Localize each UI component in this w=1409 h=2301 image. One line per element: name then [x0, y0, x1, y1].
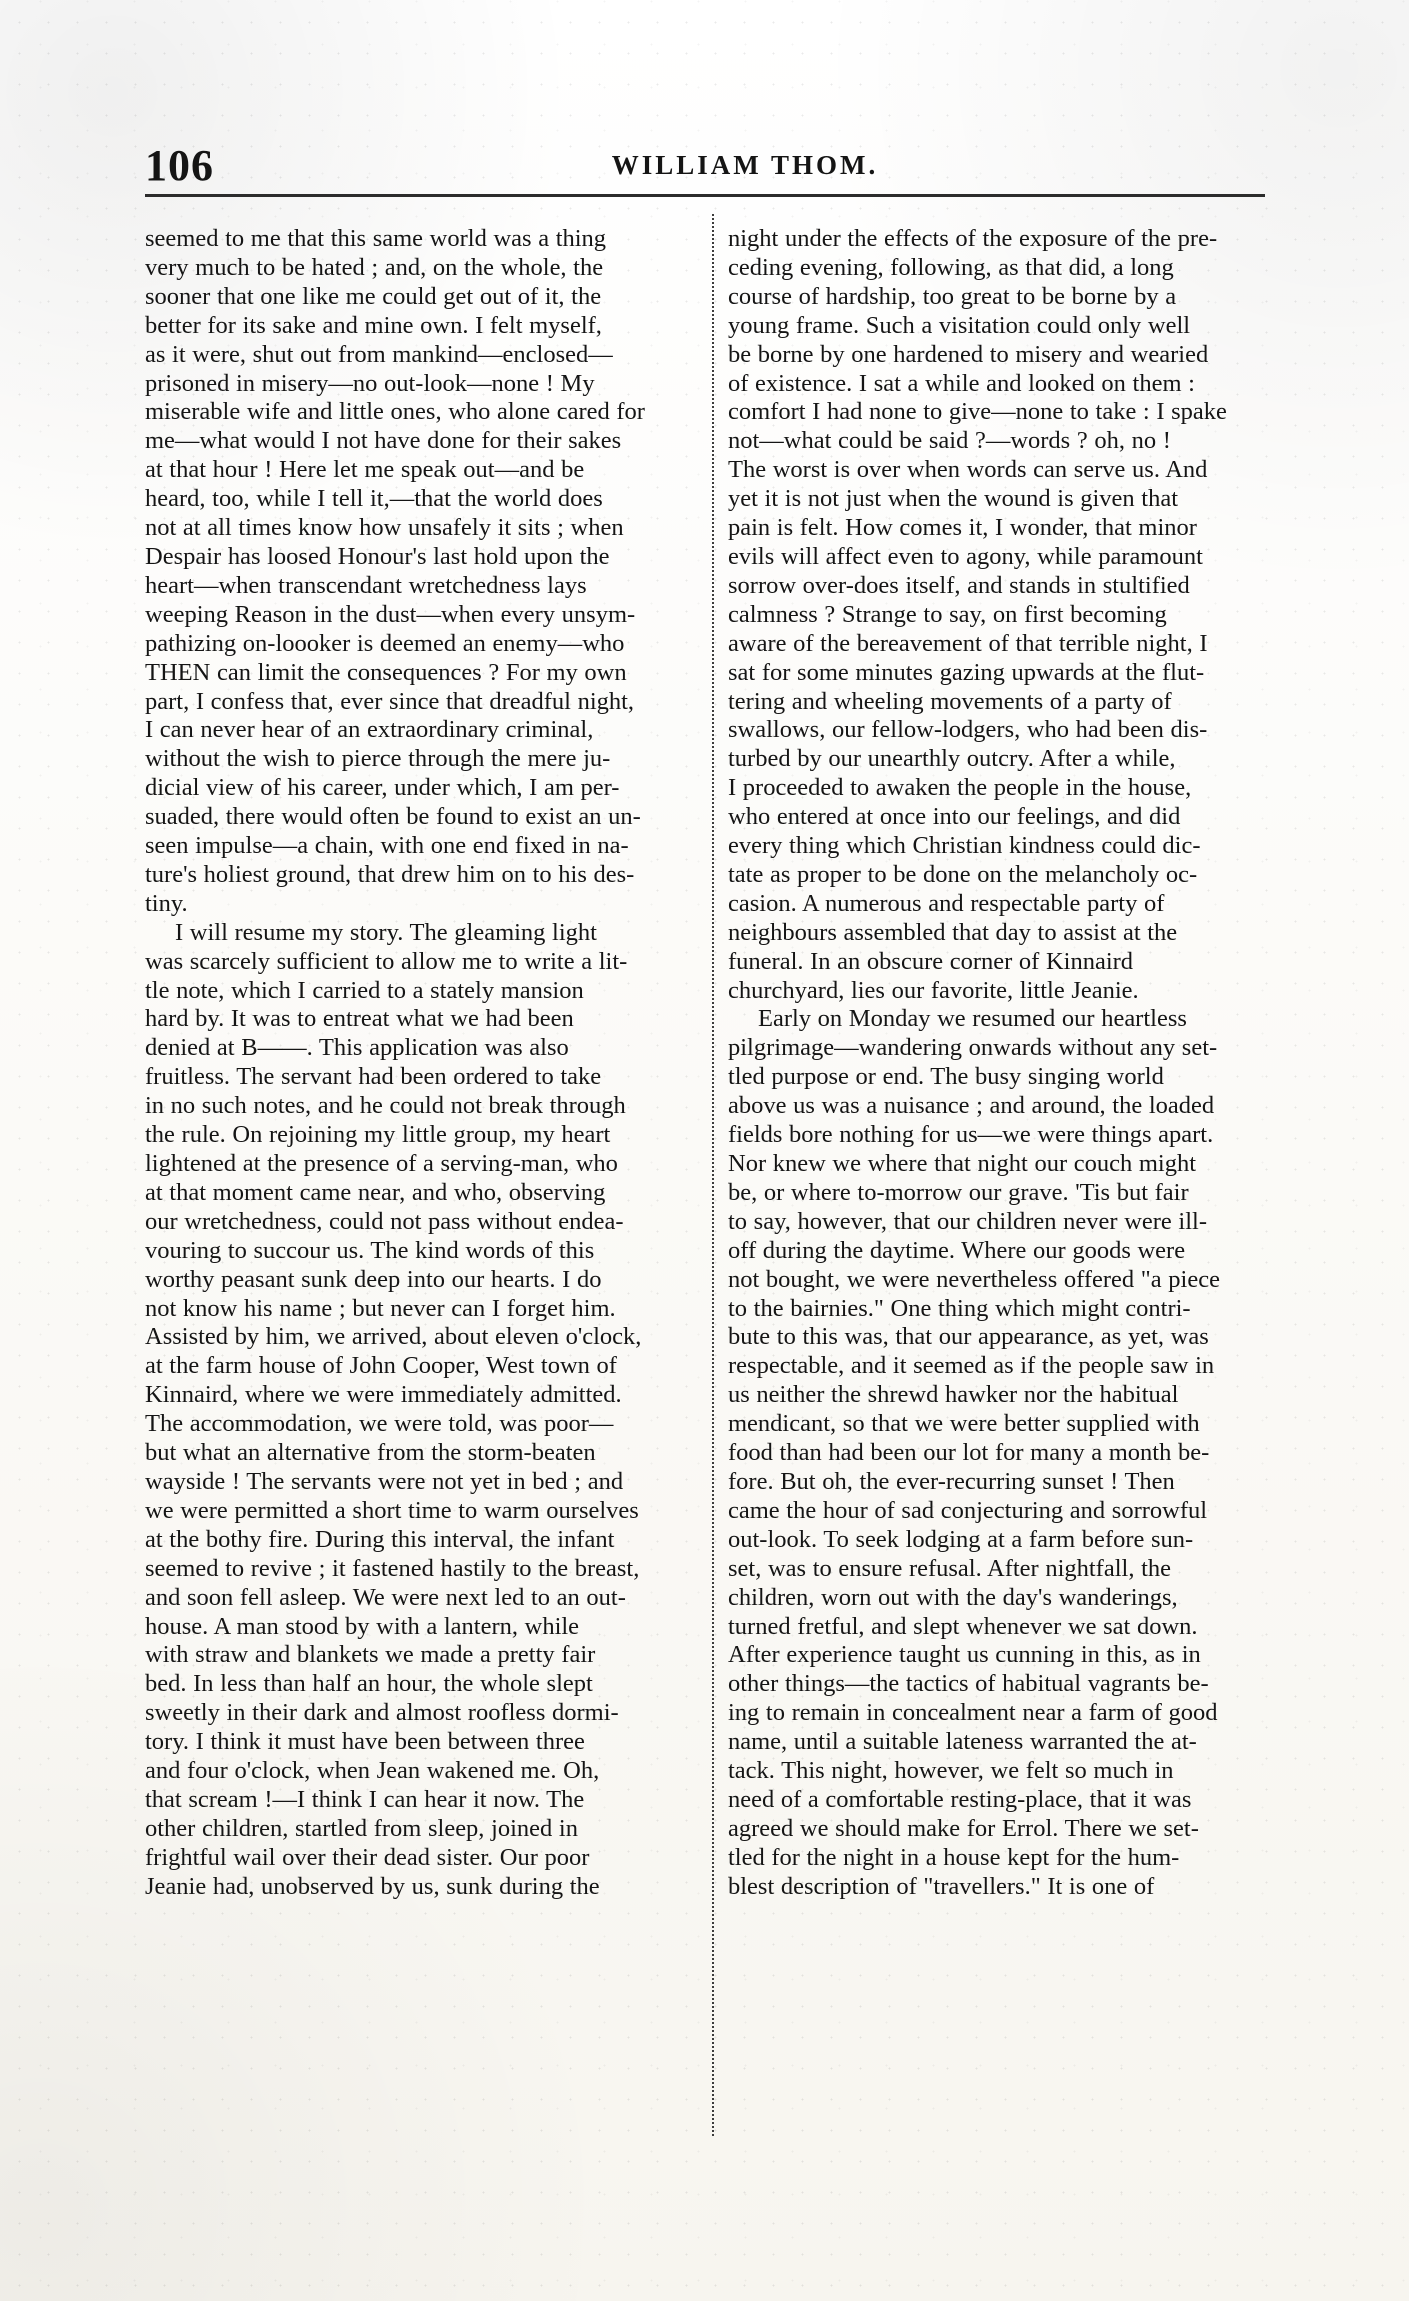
right-text-column	[728, 225, 1288, 1902]
header-rule	[145, 194, 1265, 197]
text-line: suaded, there would often be found to exist an un-	[145, 803, 641, 831]
text-line: food than had been our lot for many a month be-	[728, 1439, 1210, 1467]
text-line: swallows, our fellow-lodgers, who had been dis-	[728, 716, 1208, 744]
text-line: our wretchedness, could not pass without endea-	[145, 1207, 624, 1235]
paragraph-start-line: Early on Monday we resumed our heartless	[758, 1005, 1187, 1033]
text-line: fore. But oh, the ever-recurring sunset ! Then	[728, 1467, 1175, 1495]
text-line: other things—the tactics of habitual vagrants be-	[728, 1670, 1209, 1698]
text-line: us neither the shrewd hawker nor the habitual	[728, 1381, 1179, 1409]
text-line: lightened at the presence of a serving-man, who	[145, 1150, 618, 1177]
text-line: every thing which Christian kindness could dic-	[728, 832, 1201, 860]
text-line: sat for some minutes gazing upwards at the flut-	[728, 658, 1205, 686]
text-line: name, until a suitable lateness warranted the at-	[728, 1728, 1197, 1756]
text-line: bute to this was, that our appearance, as yet, was	[728, 1323, 1209, 1351]
text-line: sorrow over-does itself, and stands in stultified	[728, 571, 1190, 599]
text-line: tiny.	[145, 889, 188, 917]
text-line: out-look. To seek lodging at a farm before sun-	[728, 1525, 1194, 1553]
text-line: turned fretful, and slept whenever we sat down.	[728, 1612, 1198, 1640]
text-line: that scream !—I think I can hear it now. The	[145, 1785, 585, 1813]
text-line: at the bothy fire. During this interval, the infant	[145, 1525, 615, 1553]
text-line: sweetly in their dark and almost roofless dormi-	[145, 1699, 619, 1727]
text-line: wayside ! The servants were not yet in bed ; and	[145, 1467, 624, 1495]
text-line: vouring to succour us. The kind words of this	[145, 1236, 595, 1264]
text-line: seemed to revive ; it fastened hastily to the breast,	[145, 1554, 640, 1582]
text-line: casion. A numerous and respectable party of	[728, 889, 1165, 917]
left-text-column	[145, 225, 705, 1902]
text-line: I can never hear of an extraordinary criminal,	[145, 716, 594, 744]
text-line: me—what would I not have done for their sakes	[145, 427, 622, 455]
text-line: pathizing on-loooker is deemed an enemy—who	[145, 629, 625, 657]
text-line: off during the daytime. Where our goods were	[728, 1236, 1186, 1264]
column-divider	[712, 214, 714, 2136]
text-line: seen impulse—a chain, with one end fixed in na-	[145, 832, 629, 860]
text-line: prisoned in misery—no out-look—none ! My	[145, 369, 595, 397]
page-number: 106	[145, 141, 214, 190]
text-line: part, I confess that, ever since that dreadful night,	[145, 687, 635, 715]
text-line: night under the effects of the exposure of the pre-	[728, 225, 1218, 252]
text-line: heard, too, while I tell it,—that the world does	[145, 485, 603, 513]
text-line: heart—when transcendant wretchedness lays	[145, 571, 587, 599]
text-line: aware of the bereavement of that terrible night, I	[728, 629, 1208, 657]
text-line: better for its sake and mine own. I felt myself,	[145, 311, 602, 339]
text-line: evils will affect even to agony, while paramount	[728, 542, 1203, 570]
text-line: and soon fell asleep. We were next led to an out-	[145, 1583, 626, 1611]
text-line: without the wish to pierce through the mere ju-	[145, 745, 611, 773]
text-line: tle note, which I carried to a stately mansion	[145, 976, 584, 1004]
text-line: not bought, we were nevertheless offered "a piece	[728, 1265, 1220, 1293]
text-line: not at all times know how unsafely it sits ; when	[145, 514, 624, 542]
text-line: of existence. I sat a while and looked on them :	[728, 369, 1195, 397]
text-line: fields bore nothing for us—we were things apart.	[728, 1121, 1214, 1149]
text-line: Assisted by him, we arrived, about eleven o'clock,	[145, 1323, 642, 1351]
text-line: denied at B——. This application was also	[145, 1034, 569, 1062]
text-line: tled purpose or end. The busy singing world	[728, 1063, 1164, 1091]
text-line: not—what could be said ?—words ? oh, no !	[728, 427, 1171, 455]
text-line: THEN can limit the consequences ? For my own	[145, 658, 627, 686]
text-line: young frame. Such a visitation could only well	[728, 311, 1191, 339]
text-line: bed. In less than half an hour, the whole slept	[145, 1670, 593, 1698]
text-line: tate as proper to be done on the melancholy oc-	[728, 860, 1198, 888]
text-line: as it were, shut out from mankind—enclosed—	[145, 340, 613, 368]
text-line: mendicant, so that we were better supplied with	[728, 1410, 1200, 1438]
text-line: very much to be hated ; and, on the whole, the	[145, 253, 604, 281]
text-line: tack. This night, however, we felt so much in	[728, 1757, 1174, 1785]
text-line: be, or where to-morrow our grave. 'Tis but fair	[728, 1178, 1189, 1206]
text-line: I proceeded to awaken the people in the house,	[728, 774, 1192, 802]
running-title: WILLIAM THOM.	[611, 150, 879, 180]
text-line: Kinnaird, where we were immediately admitted.	[145, 1381, 622, 1409]
text-line: ceding evening, following, as that did, a long	[728, 253, 1174, 281]
text-line: tory. I think it must have been between three	[145, 1728, 585, 1756]
text-line: fruitless. The servant had been ordered to take	[145, 1063, 602, 1091]
text-line: Nor knew we where that night our couch might	[728, 1150, 1197, 1177]
text-line: miserable wife and little ones, who alone cared for	[145, 398, 645, 426]
text-line: turbed by our unearthly outcry. After a while,	[728, 745, 1176, 773]
text-line: pain is felt. How comes it, I wonder, that minor	[728, 514, 1197, 542]
text-line: with straw and blankets we made a pretty fair	[145, 1641, 596, 1669]
text-line: After experience taught us cunning in this, as in	[728, 1641, 1201, 1669]
paragraph-start-line: I will resume my story. The gleaming light	[175, 918, 597, 946]
text-line: set, was to ensure refusal. After nightfall, the	[728, 1554, 1172, 1582]
text-line: respectable, and it seemed as if the people saw in	[728, 1352, 1215, 1380]
text-line: churchyard, lies our favorite, little Jeanie.	[728, 976, 1139, 1004]
text-line: weeping Reason in the dust—when every unsym-	[145, 600, 636, 628]
text-line: to say, however, that our children never were ill-	[728, 1207, 1207, 1235]
text-line: hard by. It was to entreat what we had been	[145, 1005, 574, 1033]
text-line: who entered at once into our feelings, and did	[728, 803, 1181, 831]
text-line: agreed we should make for Errol. There we set-	[728, 1814, 1199, 1842]
text-line: course of hardship, too great to be borne by a	[728, 282, 1177, 310]
text-line: yet it is not just when the wound is given that	[728, 485, 1179, 513]
text-line: The worst is over when words can serve us. And	[728, 456, 1208, 484]
text-line: funeral. In an obscure corner of Kinnaird	[728, 947, 1134, 975]
text-line: The accommodation, we were told, was poor—	[145, 1410, 614, 1438]
text-line: we were permitted a short time to warm ourselves	[145, 1496, 639, 1524]
text-line: frightful wail over their dead sister. Our poor	[145, 1843, 590, 1871]
text-line: seemed to me that this same world was a thing	[145, 225, 607, 252]
text-line: at that hour ! Here let me speak out—and be	[145, 456, 585, 484]
text-line: neighbours assembled that day to assist at the	[728, 918, 1178, 946]
text-line: comfort I had none to give—none to take : I spake	[728, 398, 1227, 426]
text-line: house. A man stood by with a lantern, while	[145, 1612, 580, 1640]
text-line: ing to remain in concealment near a farm of good	[728, 1699, 1218, 1727]
text-line: came the hour of sad conjecturing and sorrowful	[728, 1496, 1208, 1524]
text-line: to the bairnies." One thing which might contri-	[728, 1294, 1191, 1322]
text-line: the rule. On rejoining my little group, my heart	[145, 1121, 611, 1149]
text-line: sooner that one like me could get out of it, the	[145, 282, 602, 310]
text-line: and four o'clock, when Jean wakened me. Oh,	[145, 1757, 600, 1785]
text-line: calmness ? Strange to say, on first becoming	[728, 600, 1167, 628]
text-line: Jeanie had, unobserved by us, sunk during the	[145, 1872, 600, 1900]
text-line: at that moment came near, and who, observing	[145, 1178, 606, 1206]
text-line: need of a comfortable resting-place, that it was	[728, 1785, 1192, 1813]
text-line: tled for the night in a house kept for the hum-	[728, 1843, 1180, 1871]
text-line: blest description of "travellers." It is one of	[728, 1872, 1155, 1900]
text-line: pilgrimage—wandering onwards without any set-	[728, 1034, 1218, 1062]
text-line: worthy peasant sunk deep into our hearts. I do	[145, 1265, 602, 1293]
text-line: in no such notes, and he could not break through	[145, 1092, 626, 1120]
text-line: was scarcely sufficient to allow me to write a lit-	[145, 947, 628, 975]
text-line: tering and wheeling movements of a party of	[728, 687, 1172, 715]
text-line: not know his name ; but never can I forget him.	[145, 1294, 616, 1322]
text-line: dicial view of his career, under which, I am per-	[145, 774, 620, 802]
page-header	[145, 140, 1265, 194]
text-line: but what an alternative from the storm-beaten	[145, 1439, 596, 1467]
text-line: children, worn out with the day's wanderings,	[728, 1583, 1178, 1611]
text-line: at the farm house of John Cooper, West town of	[145, 1352, 617, 1380]
text-line: above us was a nuisance ; and around, the loaded	[728, 1092, 1215, 1120]
text-line: be borne by one hardened to misery and wearied	[728, 340, 1209, 368]
text-line: other children, startled from sleep, joined in	[145, 1814, 578, 1842]
text-line: ture's holiest ground, that drew him on to his des-	[145, 860, 635, 888]
text-line: Despair has loosed Honour's last hold upon the	[145, 542, 610, 570]
